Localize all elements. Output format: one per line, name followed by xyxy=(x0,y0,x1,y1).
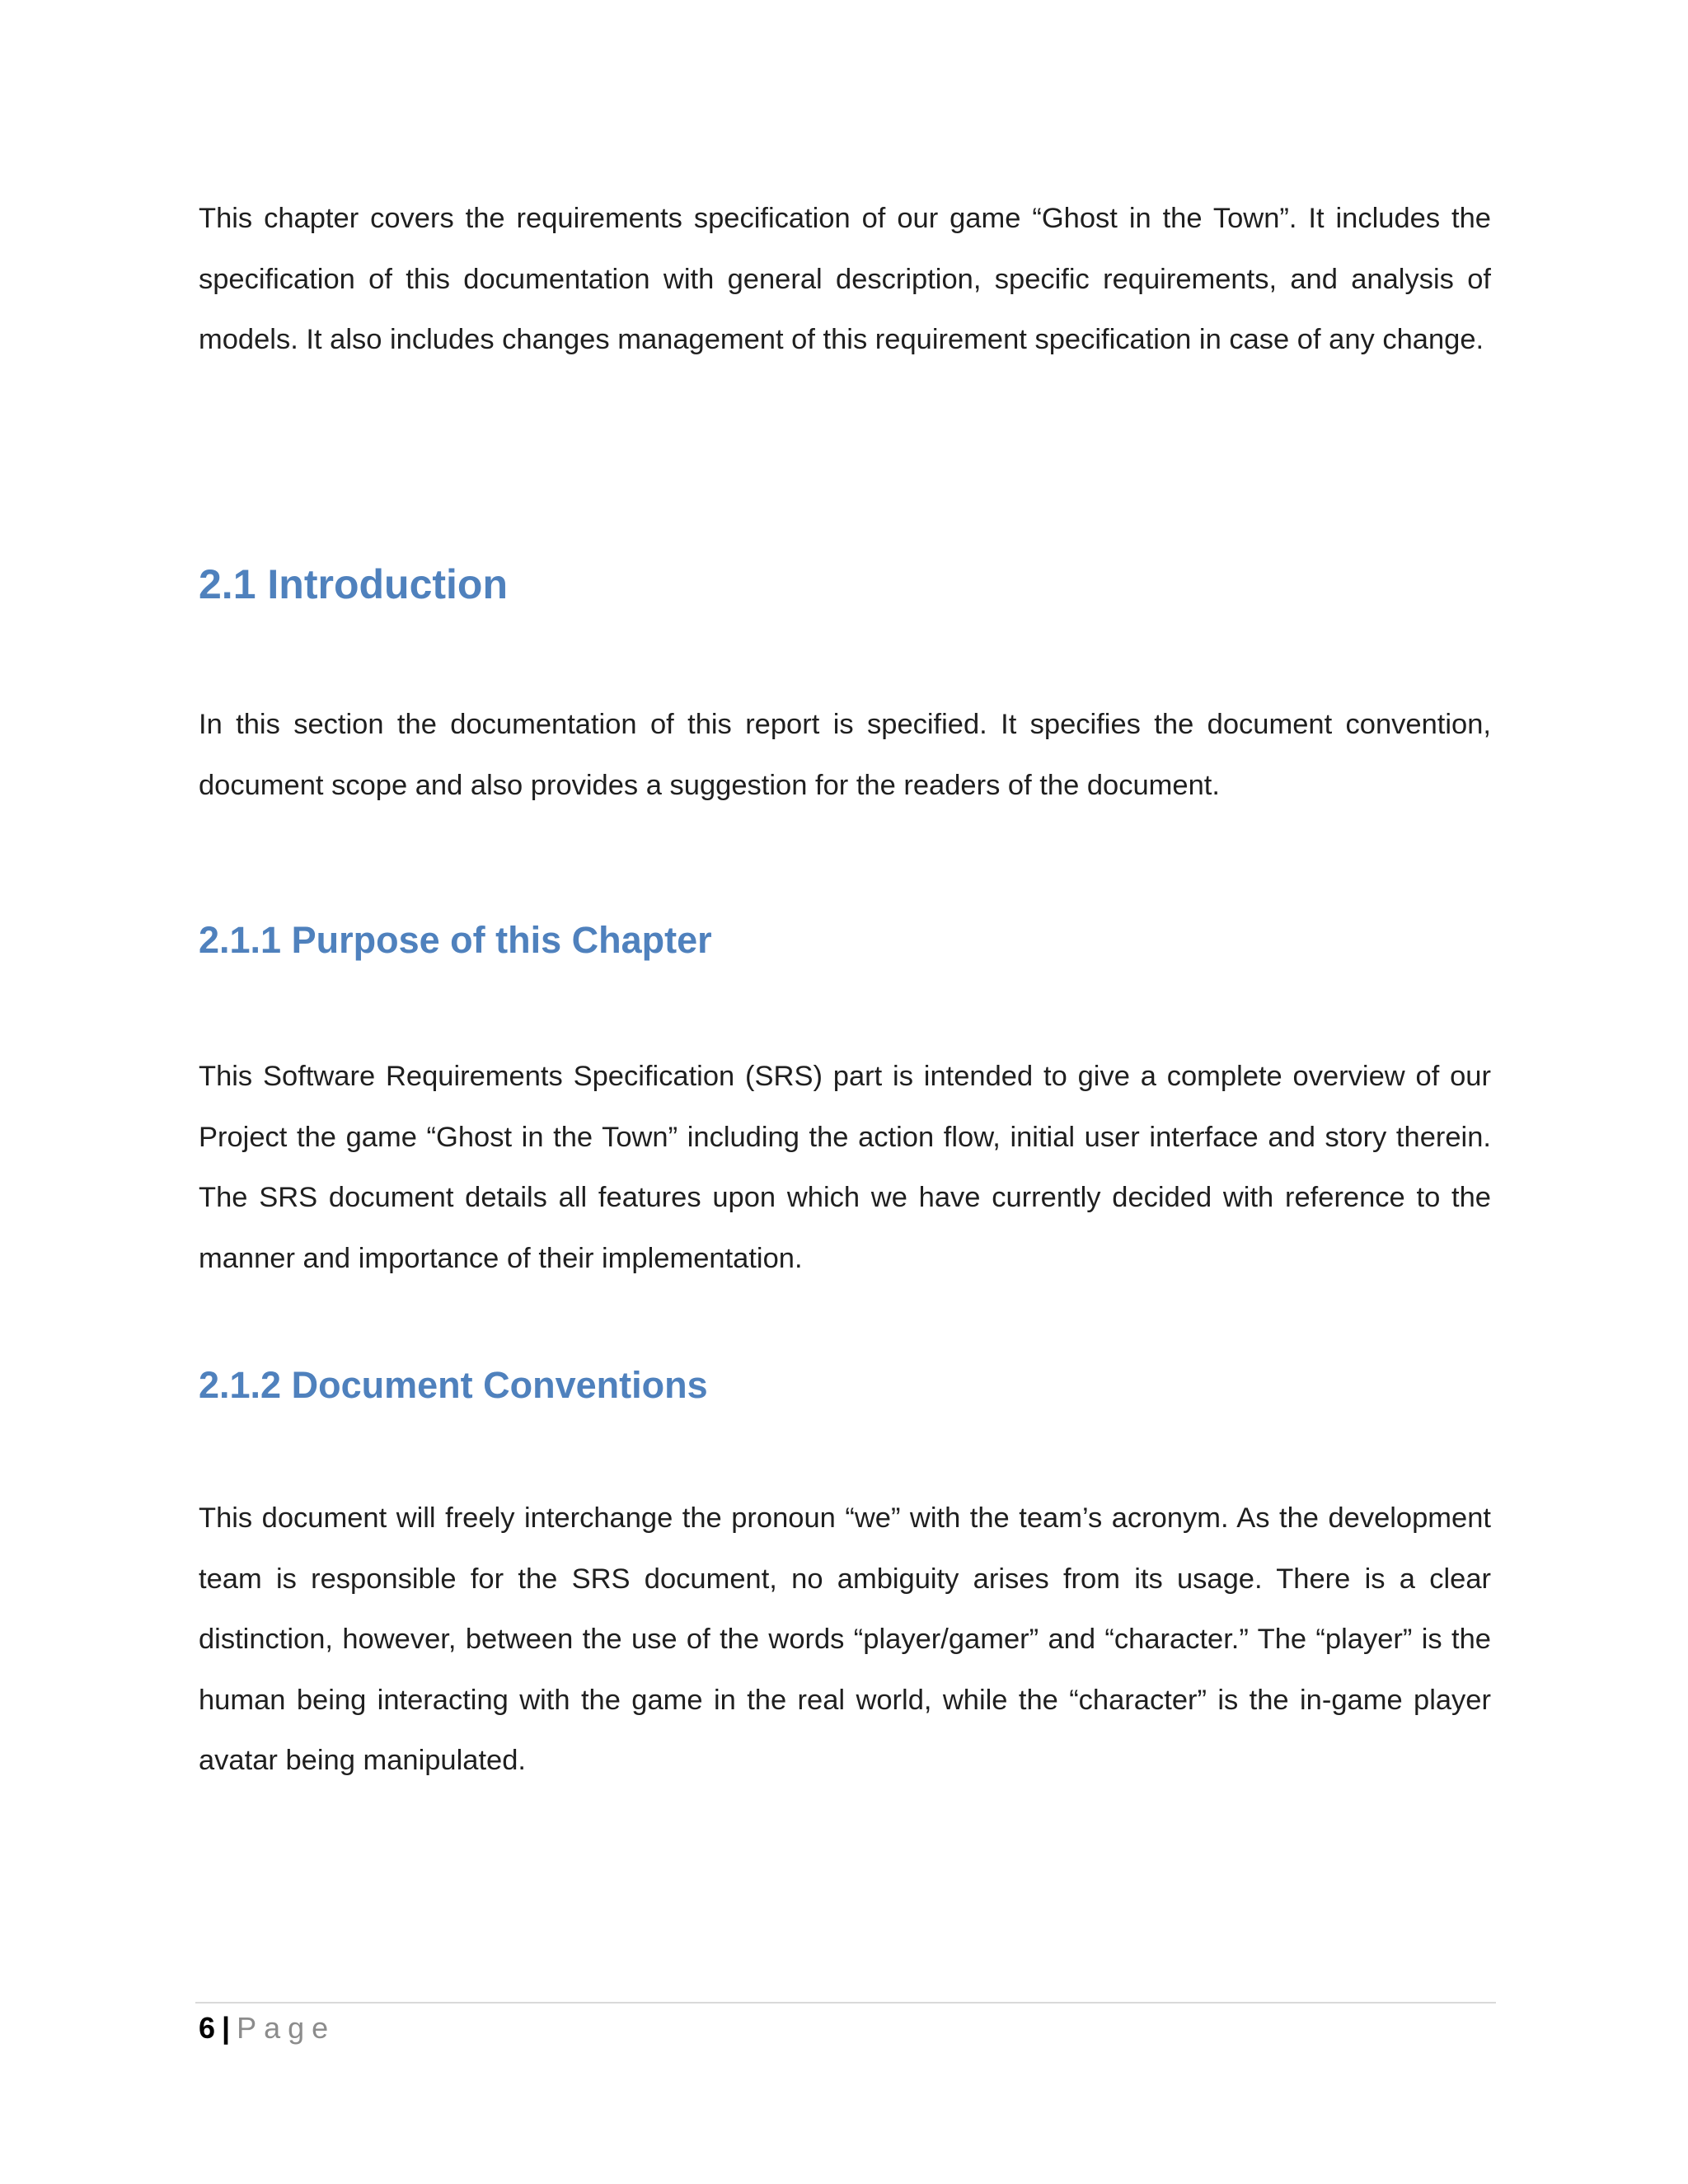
page-label: Page xyxy=(237,2011,336,2045)
purpose-paragraph: This Software Requirements Specification (SRS) part is intended to give a complete overview of our Project the game “Ghost in the Town” including the action flow, initial user interface and story therein. The SRS document details all features upon which we have currently decided with reference to the manner and importance of their implementation. xyxy=(199,1061,1491,1274)
section-heading-introduction: 2.1 Introduction xyxy=(199,561,508,607)
introduction-paragraph: In this section the documentation of this report is specified. It specifies the document convention, document scope and also provides a suggestion for the readers of the document. xyxy=(199,709,1491,801)
footer-divider xyxy=(195,2002,1496,2004)
subsection-heading-conventions: 2.1.2 Document Conventions xyxy=(199,1364,708,1406)
conventions-paragraph: This document will freely interchange the pronoun “we” with the team’s acronym. As the development team is responsible for the SRS document, no ambiguity arises from its usage. There is a clear distinction, however, between the use of the words “player/gamer” and “character.” The “player” is the human being interacting with the game in the real world, while the “character” is the in-game player avatar being manipulated. xyxy=(199,1502,1491,1776)
footer-separator: | xyxy=(222,2011,231,2045)
chapter-intro-paragraph: This chapter covers the requirements specification of our game “Ghost in the Town”. It includes the specification of this documentation with general description, specific requirements, and analysis of models. It also includes changes management of this requirement specification in case of any change. xyxy=(199,203,1491,355)
page-number: 6 xyxy=(199,2011,216,2045)
subsection-heading-purpose: 2.1.1 Purpose of this Chapter xyxy=(199,919,712,961)
page-footer xyxy=(199,2008,335,2049)
